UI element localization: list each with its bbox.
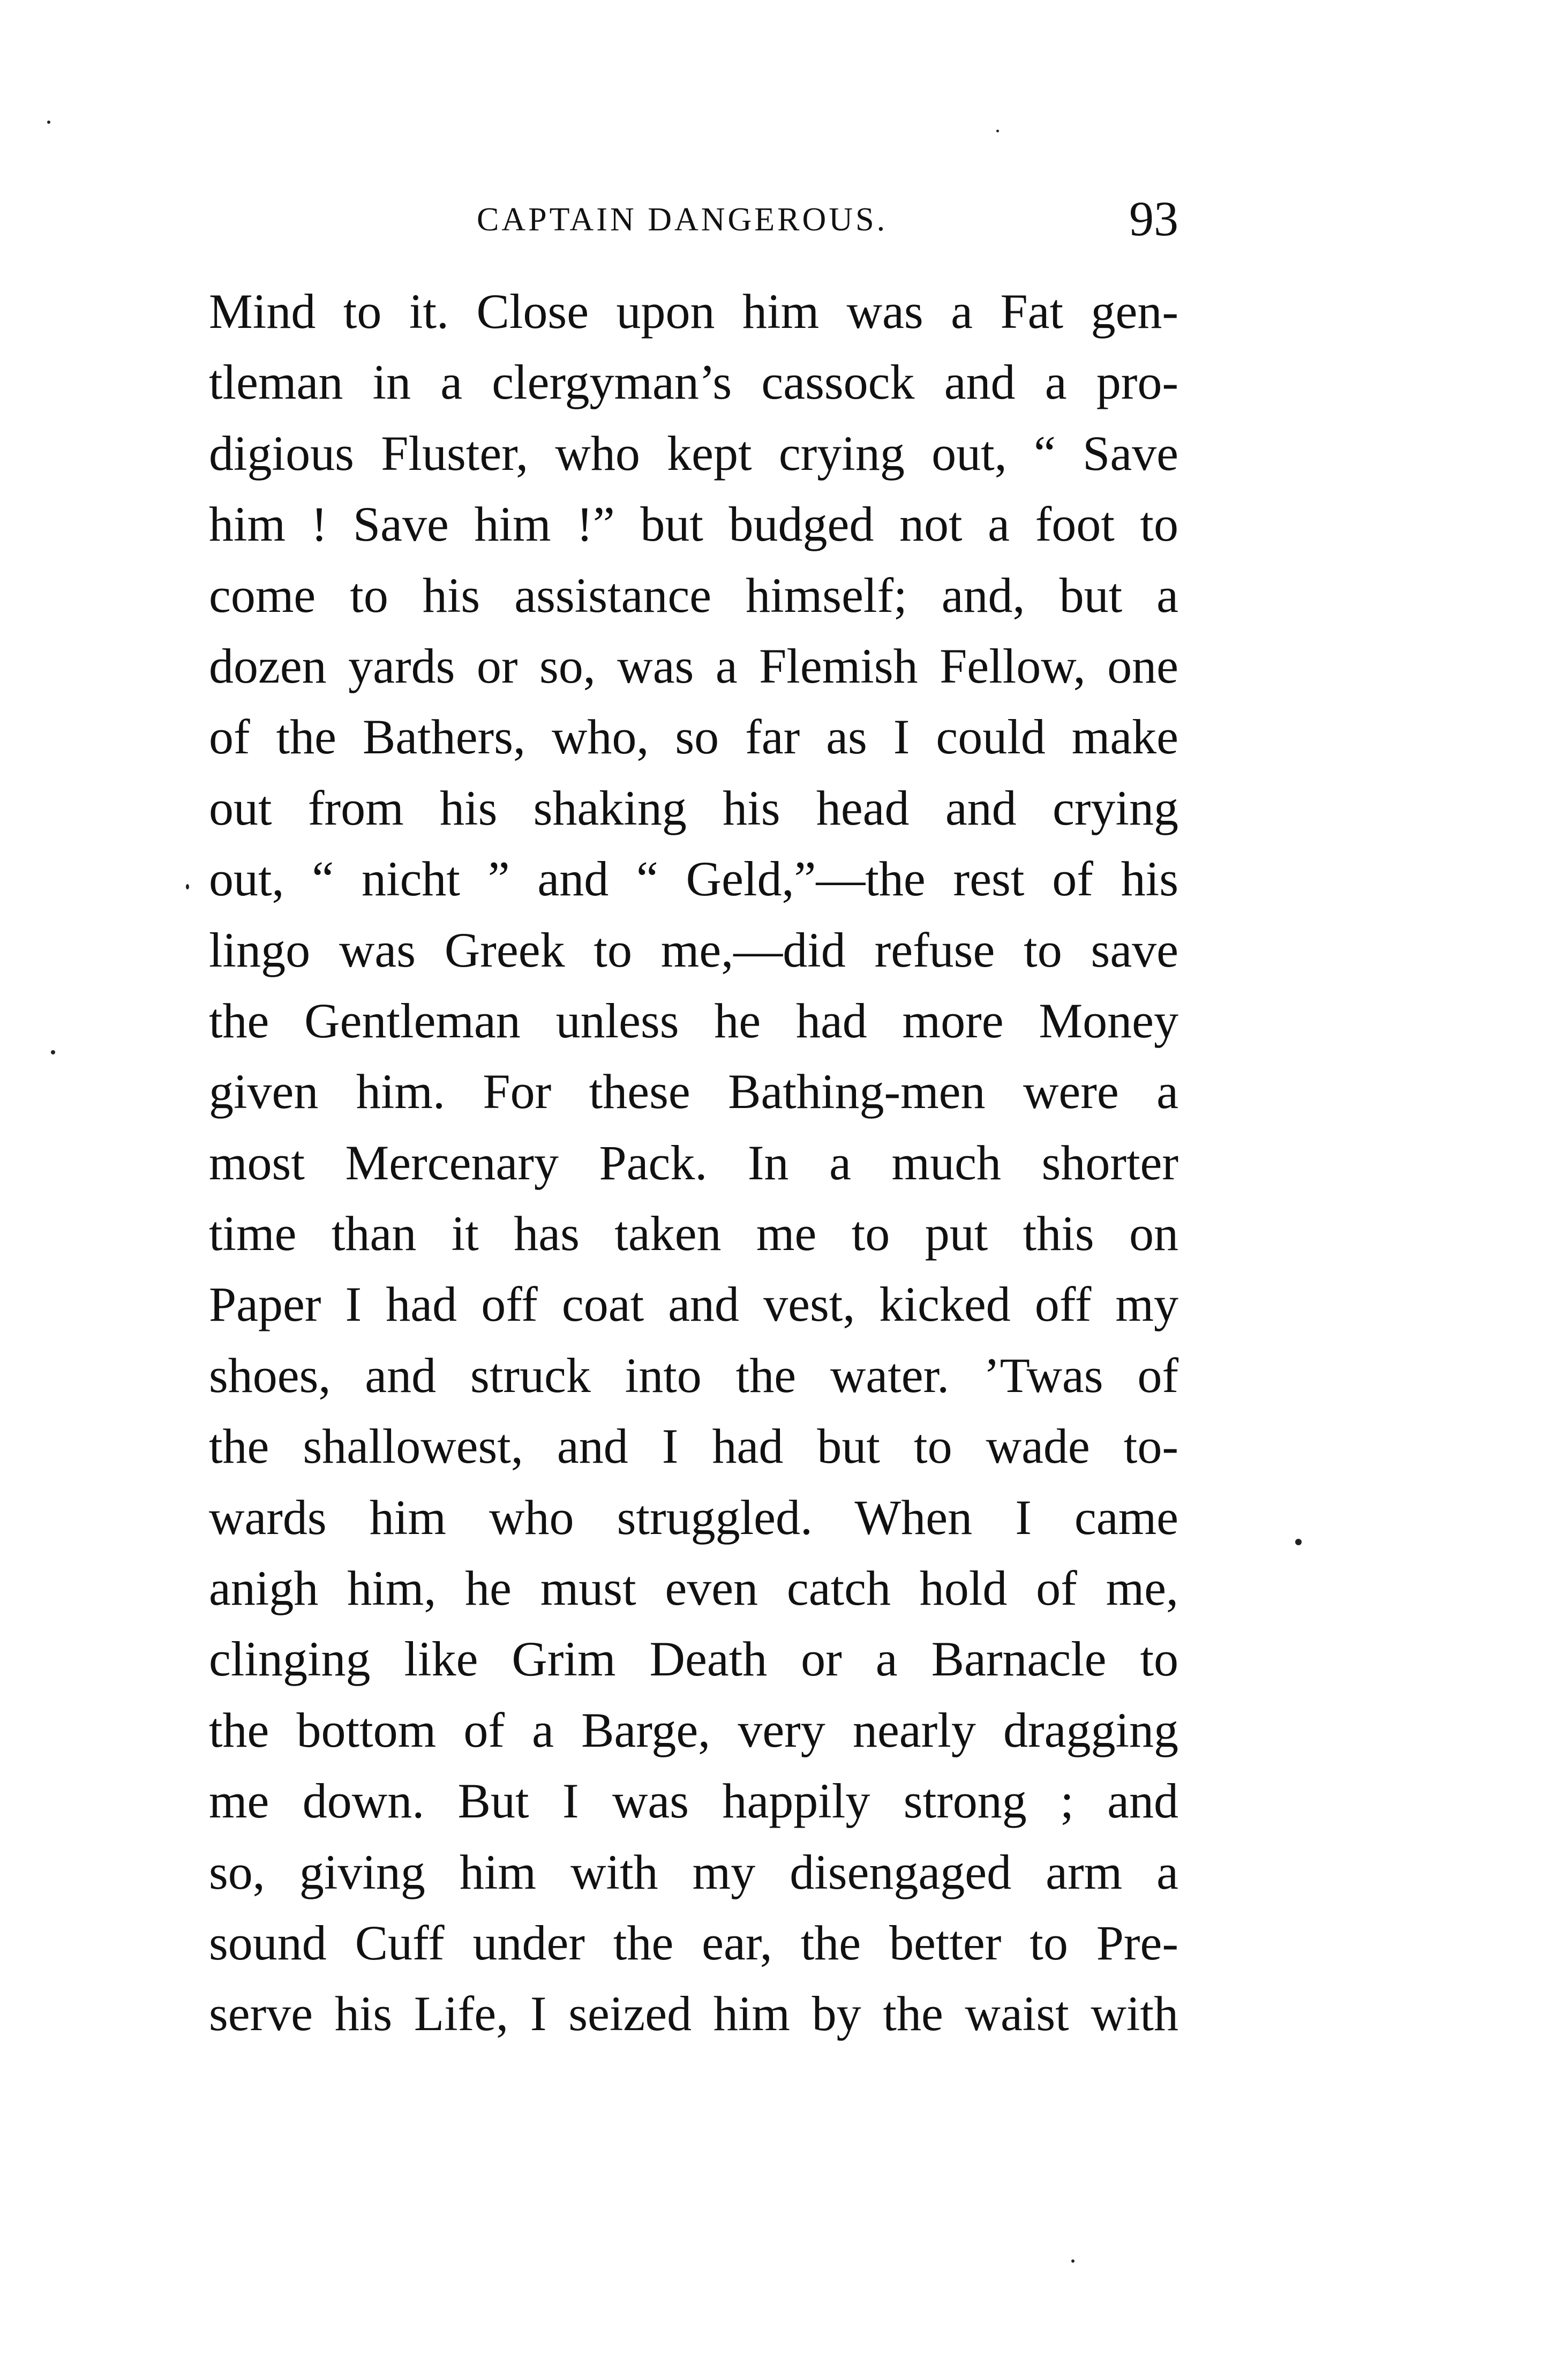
text-line: the Gentleman unless he had more Money	[209, 993, 1178, 1048]
text-line: out from his shaking his head and crying	[209, 780, 1178, 835]
text-line: wards him who struggled. When I came	[209, 1490, 1178, 1545]
text-line: given him. For these Bathing-men were a	[209, 1064, 1178, 1119]
print-speck	[186, 884, 189, 889]
text-line: me down. But I was happily strong ; and	[209, 1773, 1178, 1829]
print-speck	[1071, 2259, 1075, 2263]
text-line: come to his assistance himself; and, but a	[209, 567, 1178, 623]
text-line: dozen yards or so, was a Flemish Fellow, one	[209, 638, 1178, 693]
print-speck	[1295, 1539, 1302, 1545]
text-line: time than it has taken me to put this on	[209, 1206, 1178, 1261]
text-line: out, “ nicht ” and “ Geld,”—the rest of his	[209, 851, 1178, 907]
text-line: the bottom of a Barge, very nearly dragging	[209, 1702, 1178, 1757]
text-line: tleman in a clergyman’s cassock and a pro-	[209, 355, 1178, 410]
running-title: CAPTAIN DANGEROUS.	[477, 201, 888, 238]
text-line: sound Cuff under the ear, the better to Pre-	[209, 1915, 1178, 1970]
text-line: serve his Life, I seized him by the waist with	[209, 1986, 1178, 2041]
text-line: anigh him, he must even catch hold of me,	[209, 1561, 1178, 1616]
print-speck	[47, 121, 50, 124]
text-line: Paper I had off coat and vest, kicked off my	[209, 1277, 1178, 1332]
text-line: the shallowest, and I had but to wade to-	[209, 1419, 1178, 1474]
text-line: of the Bathers, who, so far as I could make	[209, 709, 1178, 765]
text-line: digious Fluster, who kept crying out, “ Save	[209, 425, 1178, 481]
text-line: Mind to it. Close upon him was a Fat gen-	[209, 284, 1178, 339]
body-text	[209, 276, 1178, 2049]
print-speck	[51, 1050, 55, 1054]
text-line: clinging like Grim Death or a Barnacle to	[209, 1631, 1178, 1687]
print-speck	[996, 130, 999, 132]
text-line: lingo was Greek to me,—did refuse to save	[209, 922, 1178, 977]
page-number: 93	[1129, 191, 1178, 246]
text-line: so, giving him with my disengaged arm a	[209, 1844, 1178, 1899]
text-line: most Mercenary Pack. In a much shorter	[209, 1135, 1178, 1190]
text-line: shoes, and struck into the water. ’Twas of	[209, 1348, 1178, 1403]
running-header	[209, 190, 1178, 255]
text-line: him ! Save him !” but budged not a foot to	[209, 497, 1178, 552]
